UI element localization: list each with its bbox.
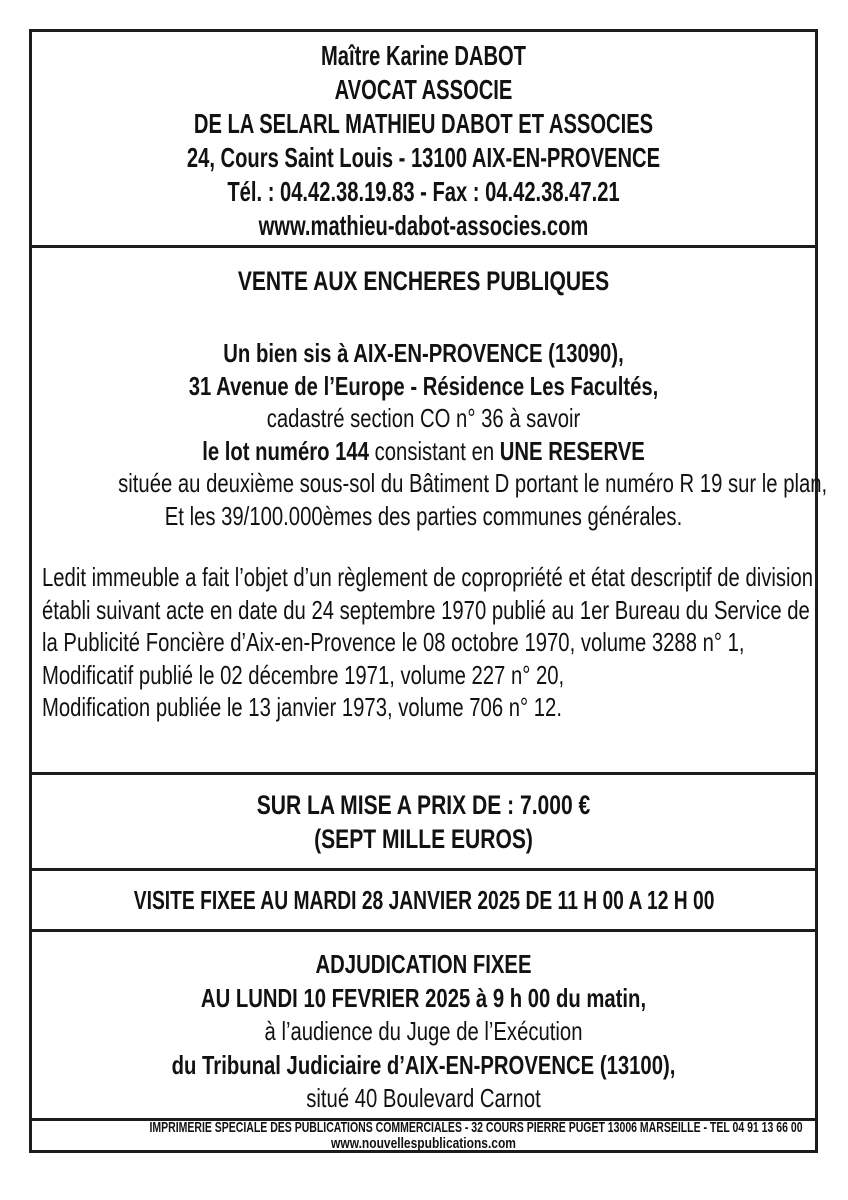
law-firm-name: DE LA SELARL MATHIEU DABOT ET ASSOCIES	[193, 108, 654, 139]
printer-footer	[32, 1118, 815, 1150]
lot-number: le lot numéro 144	[202, 435, 369, 466]
adjudication-section	[32, 929, 815, 1118]
copropriete-paragraph: Ledit immeuble a fait l’objet d’un règlement de copropriété et état descriptif de division établi suivant acte en date du 24 septembre 1970 publié au 1er Bureau du Service de la Publicité Foncière d’Aix-en-Provence le 08 octobre 1970, volume 3288 n° 1,	[42, 562, 814, 657]
property-cadastre-line: cadastré section CO n° 36 à savoir	[266, 403, 581, 433]
property-description	[32, 337, 828, 532]
modification-line: Modification publiée le 13 janvier 1973, volume 706 n° 12.	[42, 692, 562, 722]
law-firm-phone-fax: Tél. : 04.42.38.19.83 - Fax : 04.42.38.47.21	[227, 176, 620, 207]
law-firm-website: www.mathieu-dabot-associes.com	[258, 210, 589, 241]
notice-frame	[29, 29, 828, 1153]
sale-details-section	[32, 245, 828, 772]
adjudication-court-address-line: situé 40 Boulevard Carnot	[306, 1083, 541, 1113]
adjudication-title: ADJUDICATION FIXEE	[315, 949, 532, 979]
lot-connector: consistant en	[368, 435, 500, 466]
property-location-line: située au deuxième sous-sol du Bâtiment D portant le numéro R 19 sur le plan,	[118, 468, 828, 498]
attorney-title: AVOCAT ASSOCIE	[334, 74, 513, 105]
attorney-header	[32, 32, 815, 245]
printer-website: www.nouvellespublications.com	[331, 1134, 516, 1152]
price-words-line: (SEPT MILLE EUROS)	[314, 823, 533, 854]
property-city-line: Un bien sis à AIX-EN-PROVENCE (13090),	[223, 338, 624, 368]
lot-reserve: UNE RESERVE	[499, 435, 645, 466]
property-address-line: 31 Avenue de l’Europe - Résidence Les Facultés,	[188, 370, 659, 401]
visit-date-line: VISITE FIXEE AU MARDI 28 JANVIER 2025 DE 11 H 00 A 12 H 00	[133, 884, 715, 915]
legal-history	[32, 561, 815, 724]
property-lot-line	[118, 435, 729, 468]
sale-title: VENTE AUX ENCHERES PUBLIQUES	[237, 266, 610, 296]
law-firm-address: 24, Cours Saint Louis - 13100 AIX-EN-PROVENCE	[186, 142, 661, 173]
starting-price-section	[32, 772, 815, 868]
adjudication-audience-line: à l’audience du Juge de l’Exécution	[264, 1016, 583, 1046]
price-amount-line: SUR LA MISE A PRIX DE : 7.000 €	[256, 789, 591, 820]
printer-address-line: IMPRIMERIE SPECIALE DES PUBLICATIONS COMMERCIALES - 32 COURS PIERRE PUGET 13006 MARSEILLE - TEL 04 91 13 66 00	[149, 1119, 803, 1136]
property-common-parts-line: Et les 39/100.000èmes des parties communes générales.	[164, 500, 683, 531]
adjudication-date-line: AU LUNDI 10 FEVRIER 2025 à 9 h 00 du matin,	[200, 982, 647, 1013]
attorney-name: Maître Karine DABOT	[321, 40, 526, 71]
modificatif-line: Modificatif publié le 02 décembre 1971, volume 227 n° 20,	[42, 659, 565, 690]
visit-section	[32, 868, 815, 929]
adjudication-court-line: du Tribunal Judiciaire d’AIX-EN-PROVENCE (13100),	[171, 1049, 676, 1080]
